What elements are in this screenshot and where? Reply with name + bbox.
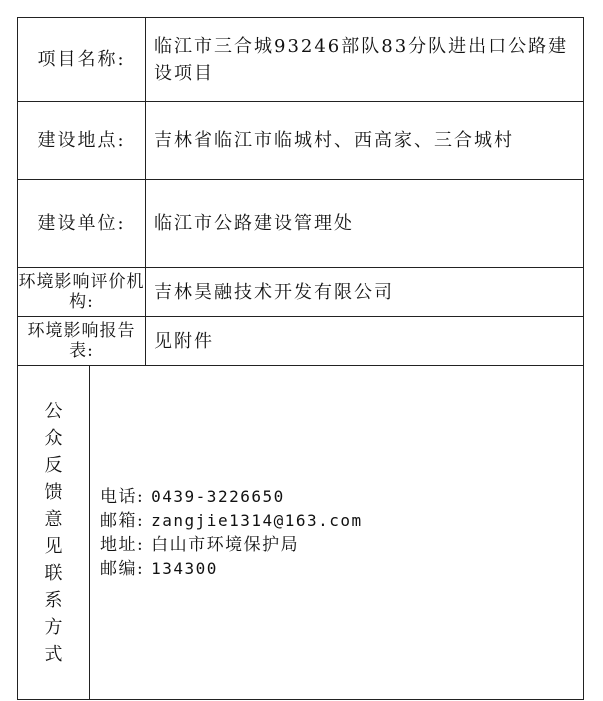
address-value: 白山市环境保护局 bbox=[151, 534, 300, 555]
builder-label: 建设单位: bbox=[18, 180, 146, 268]
phone-value: 0439-3226650 bbox=[151, 486, 285, 506]
project-name-value: 临江市三合城93246部队83分队进出口公路建设项目 bbox=[146, 18, 584, 102]
table-row bbox=[18, 317, 584, 366]
feedback-label: 公众反馈意见联系方式 bbox=[44, 400, 63, 665]
address-label: 地址: bbox=[100, 534, 145, 555]
postcode-line bbox=[100, 557, 583, 581]
location-label: 建设地点: bbox=[18, 102, 146, 180]
eia-agency-value: 吉林昊融技术开发有限公司 bbox=[146, 268, 584, 317]
email-line bbox=[100, 509, 583, 533]
email-label: 邮箱: bbox=[100, 510, 145, 531]
phone-label: 电话: bbox=[100, 486, 145, 507]
eia-report-label: 环境影响报告表: bbox=[18, 317, 146, 366]
table-row bbox=[18, 268, 584, 317]
location-value: 吉林省临江市临城村、西高家、三合城村 bbox=[146, 102, 584, 180]
table-row bbox=[18, 180, 584, 268]
eia-report-value: 见附件 bbox=[146, 317, 584, 366]
eia-agency-label: 环境影响评价机构: bbox=[18, 268, 146, 317]
email-value: zangjie1314@163.com bbox=[151, 510, 363, 530]
builder-value: 临江市公路建设管理处 bbox=[146, 180, 584, 268]
project-name-label: 项目名称: bbox=[18, 18, 146, 102]
feedback-label-cell bbox=[18, 366, 90, 700]
info-table bbox=[17, 17, 584, 700]
table-row bbox=[18, 102, 584, 180]
table-row bbox=[18, 18, 584, 102]
phone-line bbox=[100, 485, 583, 509]
contact-info bbox=[90, 366, 584, 700]
address-line bbox=[100, 533, 583, 557]
postcode-label: 邮编: bbox=[100, 558, 145, 579]
postcode-value: 134300 bbox=[151, 558, 218, 578]
table-row bbox=[18, 366, 584, 700]
